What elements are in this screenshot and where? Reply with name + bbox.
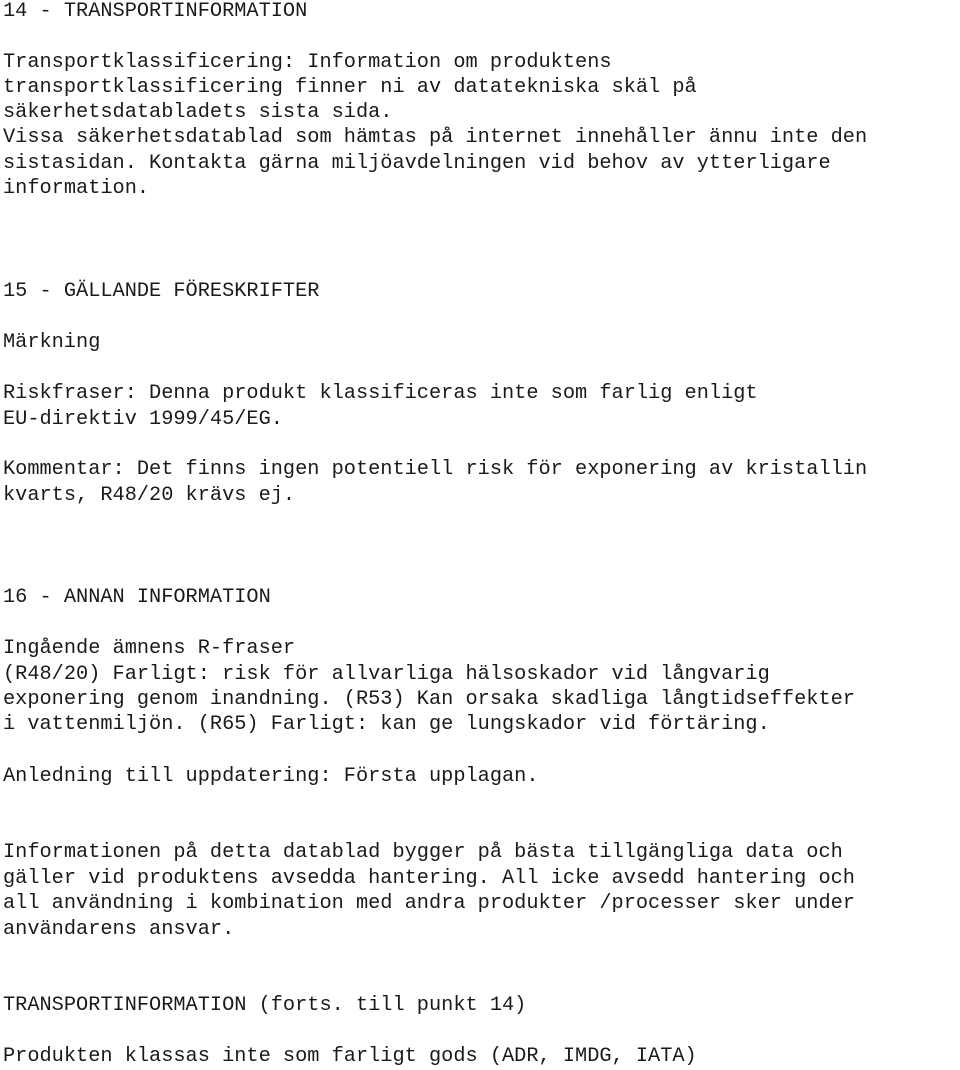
text-line: EU-direktiv 1999/45/EG. — [3, 408, 283, 431]
section-15-heading: 15 - GÄLLANDE FÖRESKRIFTER — [3, 280, 320, 303]
text-line: Informationen på detta datablad bygger på bästa tillgängliga data och — [3, 841, 843, 864]
text-line: i vattenmiljön. (R65) Farligt: kan ge lungskador vid förtäring. — [3, 713, 770, 736]
section-16-heading: 16 - ANNAN INFORMATION — [3, 586, 271, 609]
text-line: Transportklassificering: Information om produktens — [3, 51, 612, 74]
section-14-heading: 14 - TRANSPORTINFORMATION — [3, 0, 308, 23]
text-line: information. — [3, 177, 150, 200]
text-line: transportklassificering finner ni av datatekniska skäl på — [3, 76, 697, 99]
update-reason: Anledning till uppdatering: Första upplagan. — [3, 765, 539, 788]
text-line: Kommentar: Det finns ingen potentiell risk för exponering av kristallin — [3, 458, 868, 481]
text-line: sistasidan. Kontakta gärna miljöavdelningen vid behov av ytterligare — [3, 152, 831, 175]
text-line: säkerhetsdatabladets sista sida. — [3, 101, 393, 124]
text-line: Ingående ämnens R-fraser — [3, 637, 296, 660]
transport-classification-text: Produkten klassas inte som farligt gods (ADR, IMDG, IATA) — [3, 1045, 697, 1068]
text-line: gäller vid produktens avsedda hantering. All icke avsedd hantering och — [3, 867, 855, 890]
text-line: användarens ansvar. — [3, 918, 235, 941]
transport-continued-heading: TRANSPORTINFORMATION (forts. till punkt 14) — [3, 994, 527, 1017]
text-line: Vissa säkerhetsdatablad som hämtas på internet innehåller ännu inte den — [3, 126, 868, 149]
text-line: (R48/20) Farligt: risk för allvarliga hälsoskador vid långvarig — [3, 663, 770, 686]
text-line: Riskfraser: Denna produkt klassificeras inte som farlig enligt — [3, 382, 758, 405]
labeling-subheading: Märkning — [3, 331, 101, 354]
text-line: exponering genom inandning. (R53) Kan orsaka skadliga långtidseffekter — [3, 688, 855, 711]
text-line: all användning i kombination med andra produkter /processer sker under — [3, 892, 855, 915]
text-line: kvarts, R48/20 krävs ej. — [3, 484, 296, 507]
